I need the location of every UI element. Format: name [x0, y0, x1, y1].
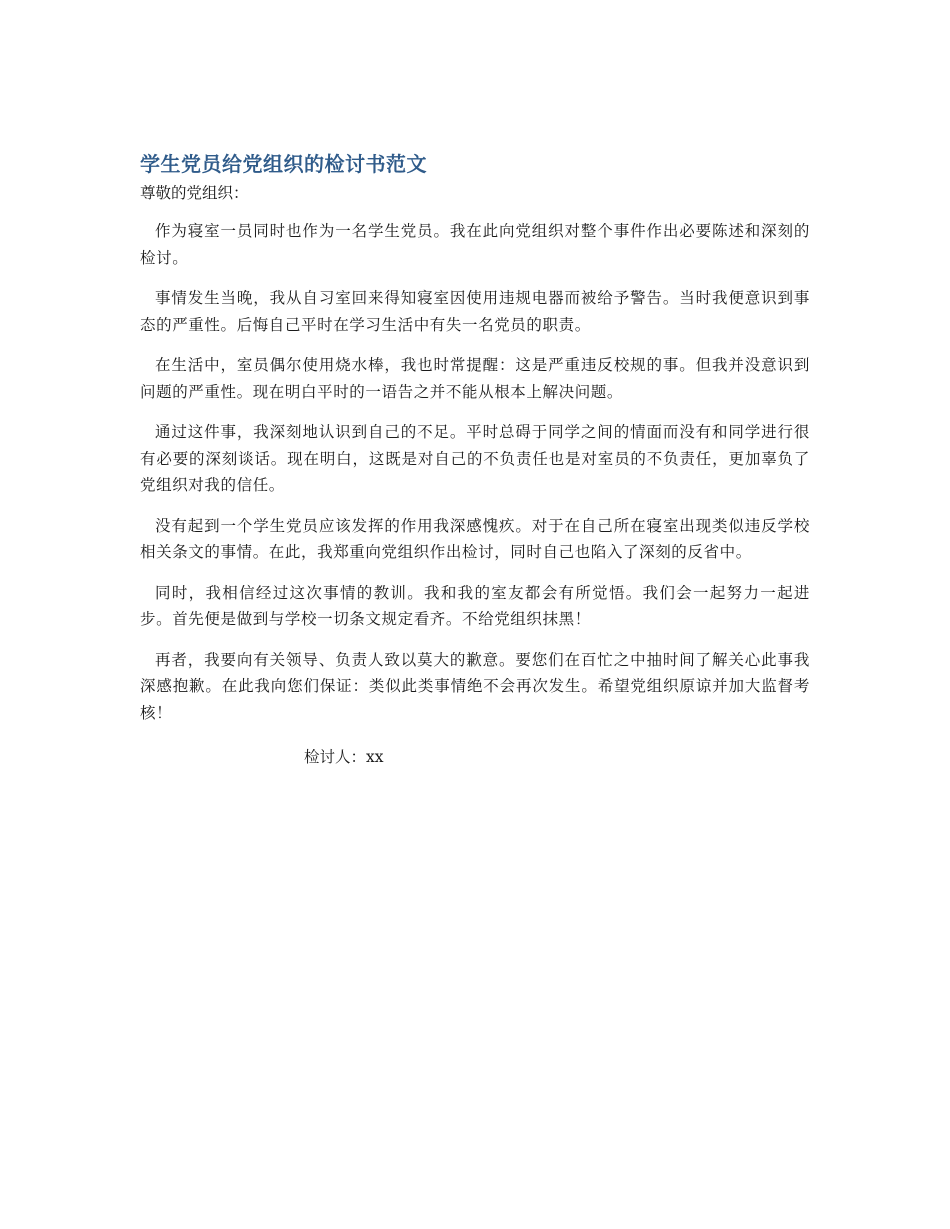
paragraph-5: 没有起到一个学生党员应该发挥的作用我深感愧疚。对于在自己所在寝室出现类似违反学校相关条文的事情。在此，我郑重向党组织作出检讨，同时自己也陷入了深刻的反省中。 — [140, 516, 810, 561]
paragraph-7: 再者，我要向有关领导、负责人致以莫大的歉意。要您们在百忙之中抽时间了解关心此事我深感抱歉。在此我向您们保证：类似此类事情绝不会再次发生。希望党组织原谅并加大监督考核！ — [140, 650, 810, 722]
salutation: 尊敬的党组织： — [140, 184, 249, 202]
document-body — [140, 150, 810, 770]
paragraph-1: 作为寝室一员同时也作为一名学生党员。我在此向党组织对整个事件作出必要陈述和深刻的检讨。 — [140, 222, 810, 267]
document-title: 学生党员给党组织的检讨书范文 — [140, 152, 427, 176]
paragraph-2: 事情发生当晚，我从自习室回来得知寝室因使用违规电器而被给予警告。当时我便意识到事态的严重性。后悔自己平时在学习生活中有失一名党员的职责。 — [140, 289, 810, 334]
paragraph-6: 同时，我相信经过这次事情的教训。我和我的室友都会有所觉悟。我们会一起努力一起进步。首先便是做到与学校一切条文规定看齐。不给党组织抹黑！ — [140, 583, 810, 628]
signature: 检讨人：xx — [304, 748, 384, 766]
paragraph-3: 在生活中，室员偶尔使用烧水棒，我也时常提醒：这是严重违反校规的事。但我并没意识到问题的严重性。现在明白平时的一语告之并不能从根本上解决问题。 — [140, 356, 810, 401]
paragraph-4: 通过这件事，我深刻地认识到自己的不足。平时总碍于同学之间的情面而没有和同学进行很有必要的深刻谈话。现在明白，这既是对自己的不负责任也是对室员的不负责任，更加辜负了党组织对我的信任。 — [140, 423, 810, 494]
